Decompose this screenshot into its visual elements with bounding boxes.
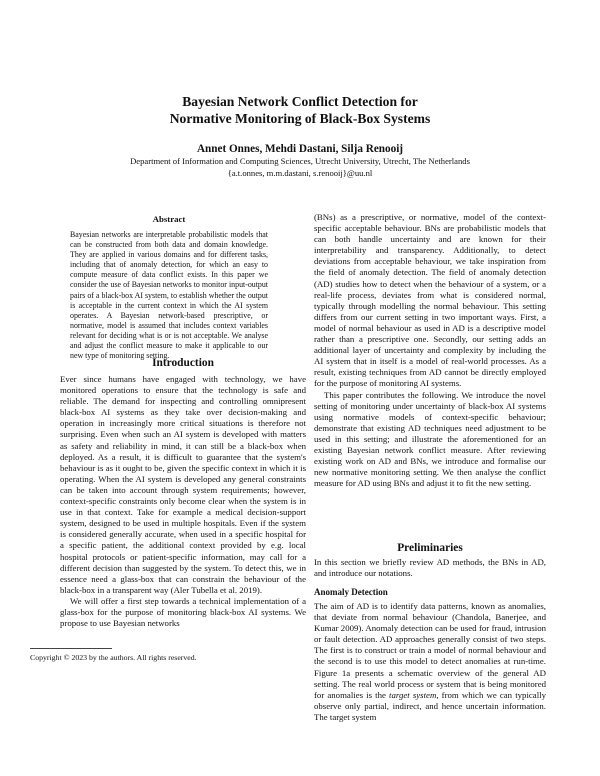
- preliminaries-text: In this section we briefly review AD methods, the BNs in AD, and introduce our notations.: [314, 557, 546, 579]
- abstract-heading: Abstract: [152, 214, 186, 224]
- intro-paragraph-2: We will offer a first step towards a technical implementation of a glass-box for the purpose of monitoring black-box AI systems. We propose to use Bayesian networks: [60, 595, 306, 629]
- abstract-text: Bayesian networks are interpretable probabilistic models that can be constructed from both data and domain knowledge. They are applied in various domains and for different tasks, including that of anomaly detection, for which an easy to compute measure of data conflict exists. In this paper we consider the use of Bayesian networks to monitor input-output pairs of a black-box AI system, to establish whether the output is acceptable in the current context in which the AI system operates. A Bayesian network-based prescriptive, or normative, model is assumed that includes context variables relevant for deciding what is or is not acceptable. We analyse and adjust the conflict measure to make it applicable to our new type of monitoring setting.: [70, 230, 268, 361]
- abstract: [70, 214, 268, 361]
- intro-paragraph-1: Ever since humans have engaged with technology, we have monitored operations to ensure that the technology is safe and reliable. The demand for inspecting and controlling omnipresent black-box AI systems as they take over decision-making and operation in increasingly more critical situations is therefore not surprising. Even when such an AI system is developed with matters as safety and reliability in mind, it can still be a black-box when deployed. As a result, it is difficult to guarantee that the system's behaviour is as it ought to be, given the specific context in which it is operating. When the AI system is developed any general constraints can be taken into account through system requirements; however, context-specific constraints only become clear when the system is in use in that context. Take for example a medical decision-support system, designed to be used in multiple hospitals. Even if the system is considered generally accurate, when used in a specific hospital for a specific patient, the additional context provided by e.g. local hospital protocols or patient-specific information, may call for a different decision than suggested by the system. To detect this, we in essence need a glass-box that can constrain the behaviour of the black-box in a transparent way (Aler Tubella et al. 2019).: [60, 374, 306, 595]
- anomaly-detection-body: [314, 601, 546, 723]
- anomaly-detection-text: [314, 601, 546, 723]
- introduction-heading: Introduction: [152, 357, 214, 369]
- introduction-right: [314, 212, 546, 489]
- intro-paragraph-3: This paper contributes the following. We introduce the novel setting of monitoring under uncertainty of black-box AI systems using normative models of context-specific behaviour; demonstrate that existing AD techniques need adjustment to be used in this setting; and illustrate the aforementioned for an existing Bayesian network conflict measure. After reviewing existing work on AD and BNs, we introduce and formalise our new normative monitoring setting. We then analyse the conflict measure for AD using BNs and adjust it to fit the new setting.: [314, 389, 546, 489]
- emails: {a.t.onnes, m.m.dastani, s.renooij}@uu.nl: [227, 167, 373, 178]
- anomaly-text-before: The aim of AD is to identify data patterns, known as anomalies, that deviate from normal behaviour (Chandola, Banerjee, and Kumar 2009). Anomaly detection can be used for fraud, intrusion or fault detection. AD approaches generally consist of two steps. The first is to construct or train a model of normal behaviour and the second is to use this model to detect anomalies at run-time. Figure 1a presents a schematic overview of the general AD setting. The real world process or system that is being monitored for anomalies is the: [314, 601, 546, 700]
- footnote-rule: [30, 648, 112, 649]
- title-line-2: Normative Monitoring of Black-Box Systems: [169, 111, 431, 126]
- intro-paragraph-2-continued: (BNs) as a prescriptive, or normative, model of the context-specific acceptable behaviour. BNs are probabilistic models that can both handle uncertainty and are known for their interpretability and transparency. Additionally, to detect deviations from acceptable behaviour, we take inspiration from the field of anomaly detection. The field of anomaly detection (AD) studies how to detect when the behaviour of a system, or a real-life process, deviates from what is considered normal, typically through modelling the normal behaviour. This setting differs from our current setting in two important ways. First, a model of normal behaviour as used in AD is a descriptive model rather than a prescriptive one. Secondly, our setting adds an additional layer of uncertainty and complexity by including the AI system that in itself is a model of real-world processes. As a result, existing techniques from AD cannot be directly employed for the purpose of monitoring AI systems.: [314, 212, 546, 389]
- preliminaries-heading: Preliminaries: [397, 542, 463, 554]
- anomaly-text-after: , from which we can typically observe only partial, indirect, and hence uncertain information. The target system: [314, 689, 546, 722]
- title-line-1: Bayesian Network Conflict Detection for: [182, 94, 418, 109]
- paper-title: [0, 93, 600, 127]
- affiliation: Department of Information and Computing Sciences, Utrecht University, Utrecht, The Netherlands: [130, 156, 470, 166]
- authors: Annet Onnes, Mehdi Dastani, Silja Renooij: [196, 143, 404, 155]
- anomaly-detection-heading: Anomaly Detection: [314, 587, 388, 597]
- copyright-footnote: Copyright © 2023 by the authors. All rights reserved.: [30, 653, 197, 662]
- preliminaries-body: [314, 557, 546, 579]
- introduction-left: [60, 374, 306, 629]
- target-system-term: target system: [389, 689, 437, 700]
- affiliation-block: [0, 156, 600, 179]
